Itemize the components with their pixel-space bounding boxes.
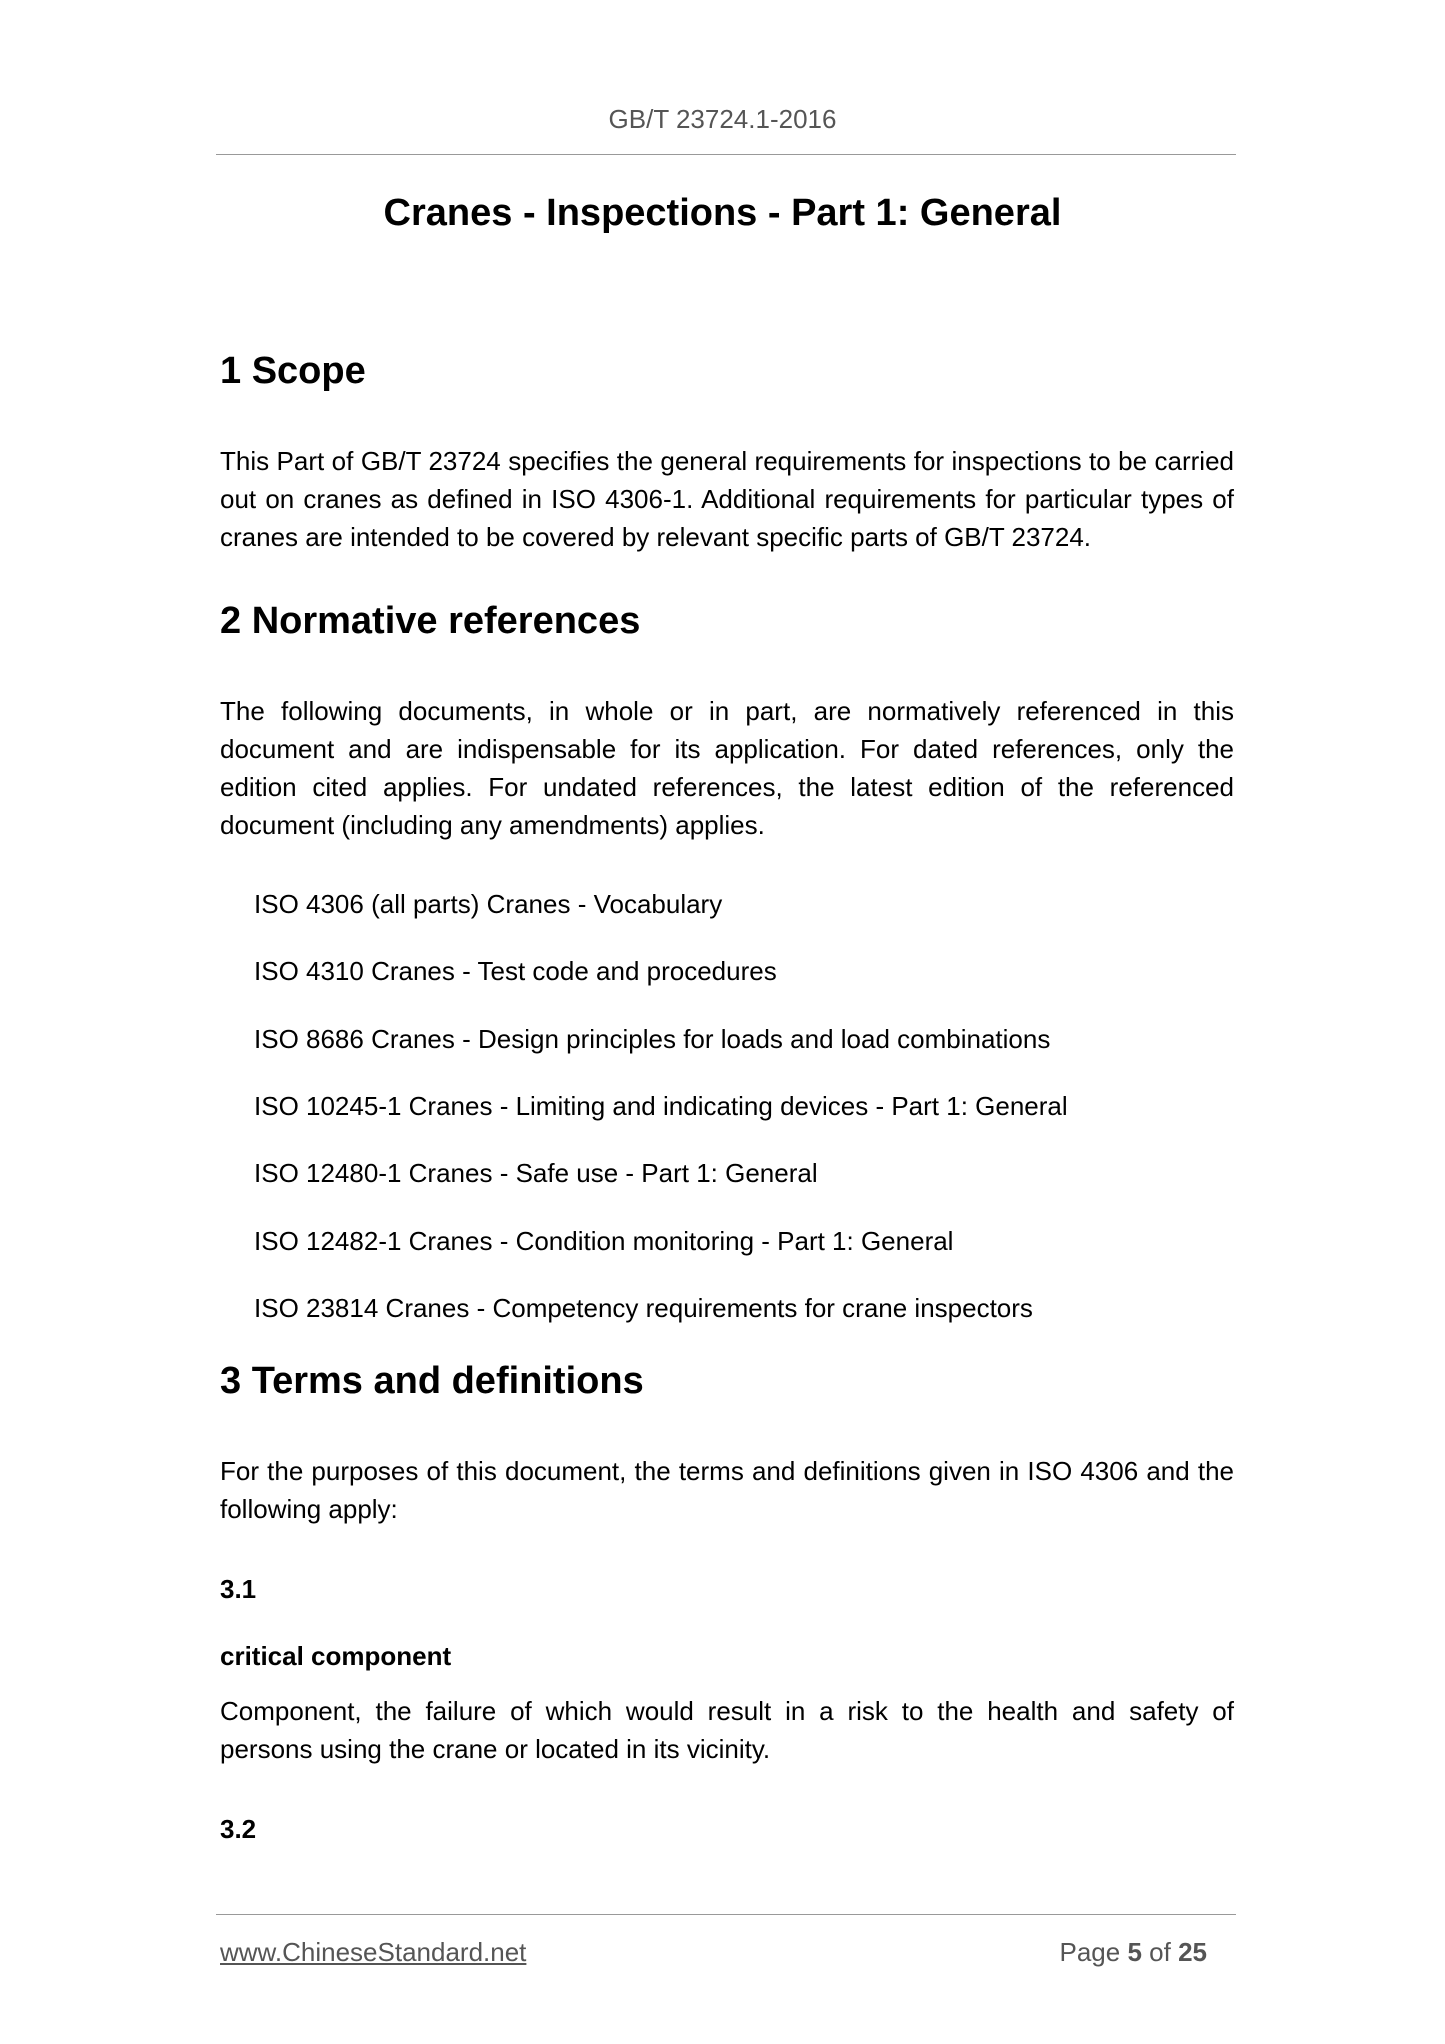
term-definition: Component, the failure of which would result in a risk to the health and safety of persons using the crane or located in its vicinity. <box>220 1696 1234 1764</box>
page-total: 25 <box>1178 1937 1207 1967</box>
header-divider <box>216 154 1236 155</box>
term-number: 3.1 <box>220 1574 257 1604</box>
term-name: critical component <box>220 1641 452 1671</box>
reference-item: ISO 12480-1 Cranes - Safe use - Part 1: General <box>254 1158 818 1188</box>
reference-item: ISO 4306 (all parts) Cranes - Vocabulary <box>254 889 723 919</box>
page-title: Cranes - Inspections - Part 1: General <box>383 192 1062 234</box>
page-prefix: Page <box>1059 1937 1121 1967</box>
website-link[interactable]: www.ChineseStandard.net <box>220 1937 527 1967</box>
reference-item: ISO 12482-1 Cranes - Condition monitoring - Part 1: General <box>254 1226 954 1256</box>
reference-item: ISO 8686 Cranes - Design principles for loads and load combinations <box>254 1024 1051 1054</box>
section-heading-normative-references: 2 Normative references <box>220 600 641 642</box>
reference-item: ISO 10245-1 Cranes - Limiting and indicating devices - Part 1: General <box>254 1091 1068 1121</box>
term-number: 3.2 <box>220 1814 257 1844</box>
reference-item: ISO 23814 Cranes - Competency requirements for crane inspectors <box>254 1293 1033 1323</box>
normative-paragraph: The following documents, in whole or in part, are normatively referenced in this document and are indispensable for its application. For dated references, only the edition cited applies. For undated references, the latest edition of the referenced document (including any amendments) applies. <box>220 696 1234 840</box>
page-current: 5 <box>1127 1937 1142 1967</box>
section-heading-terms: 3 Terms and definitions <box>220 1360 644 1402</box>
page-of: of <box>1149 1937 1171 1967</box>
scope-paragraph: This Part of GB/T 23724 specifies the general requirements for inspections to be carried out on cranes as defined in ISO 4306-1. Additional requirements for particular types of cranes are intended to be covered by relevant specific parts of GB/T 23724. <box>220 446 1234 552</box>
terms-paragraph: For the purposes of this document, the terms and definitions given in ISO 4306 and the following apply: <box>220 1456 1234 1524</box>
header-doc-id: GB/T 23724.1-2016 <box>608 104 837 134</box>
page-indicator <box>1059 1937 1207 1968</box>
footer-divider <box>216 1914 1236 1915</box>
reference-item: ISO 4310 Cranes - Test code and procedures <box>254 956 777 986</box>
section-heading-scope: 1 Scope <box>220 350 366 392</box>
